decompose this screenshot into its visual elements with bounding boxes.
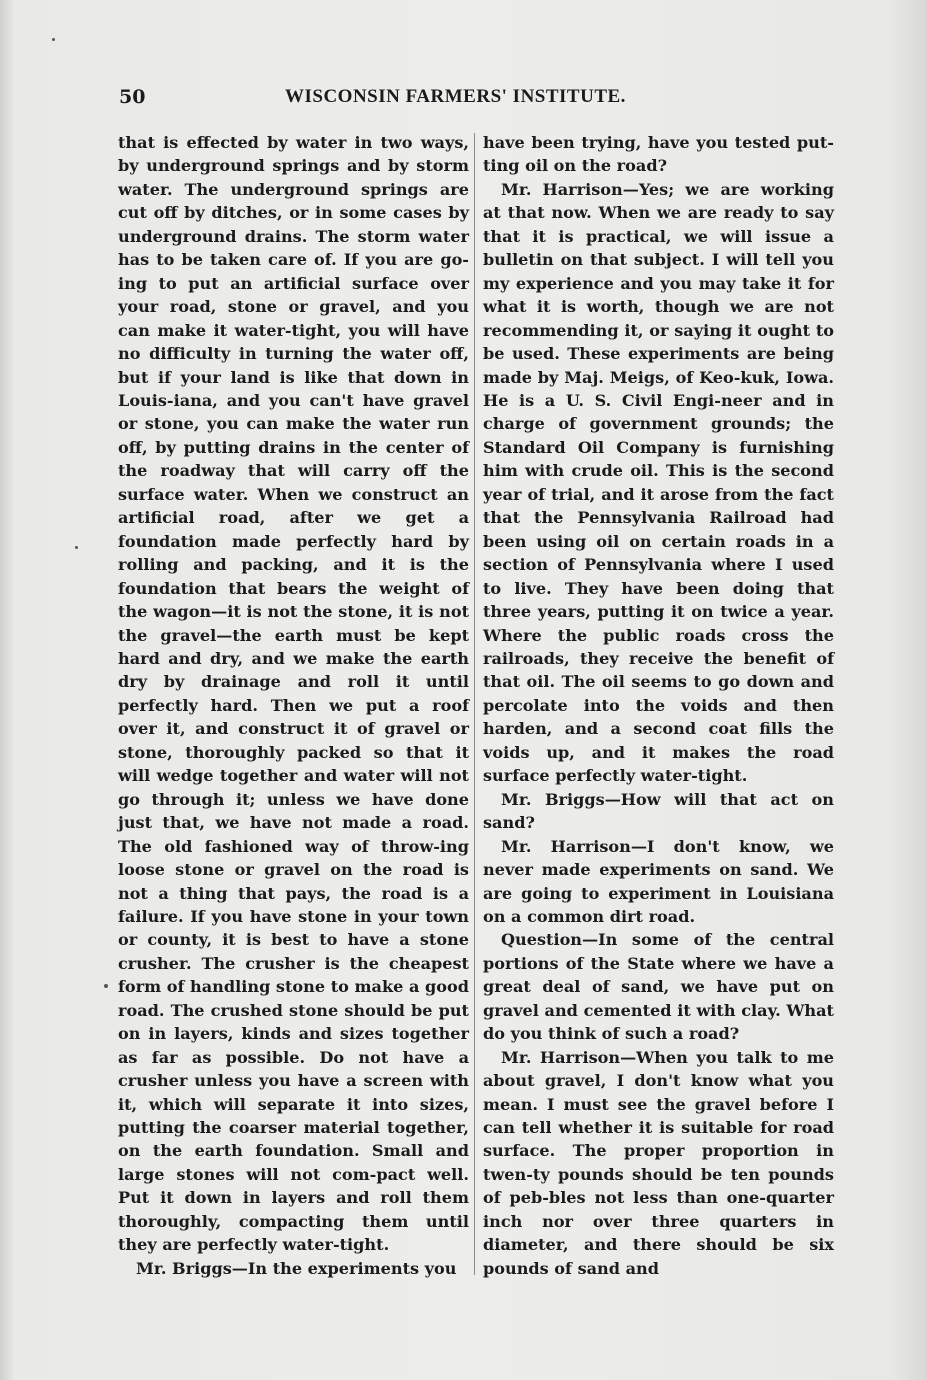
paragraph: Question—In some of the central portions of the State where we have a great deal of sand, we have put on gravel and cemented it with clay. What do you think of such a road? [483, 930, 834, 1044]
paragraph: Mr. Briggs—How will that act on sand? [483, 789, 834, 833]
paragraph: that is effected by water in two ways, by underground springs and by storm water. The underground springs are cut off by ditches, or in some cases by underground drains. The storm water has to be taken care of. If you are go-ing to put an artificial surface over your road, stone or gravel, and you can make it water-tight, you will have no difficulty in turning the water off, but if your land is like that down in Louis-iana, and you can't have gravel or stone, you can make the water run off, by putting drains in the center of the roadway that will carry off the surface water. When we construct an artificial road, after we get a foundation made perfectly hard by rolling and packing, and it is the foundation that bears the weight of the wagon—it is not the stone, it is not the gravel—the earth must be kept hard and dry, and we make the earth dry by drainage and roll it until perfectly hard. Then we put a roof over it, and construct it of gravel or stone, thoroughly packed so that it will wedge together and water will not go through it; unless we have done just that, we have not made a road. The old fashioned way of throw-ing loose stone or gravel on the road is not a thing that pays, the road is a failure. If you have stone in your town or county, it is best to have a stone crusher. The crusher is the cheapest form of handling stone to make a good road. The crushed stone should be put on in layers, kinds and sizes together as far as possible. Do not have a crusher unless you have a screen with it, which will separate it into sizes, putting the coarser material together, on the earth foundation. Small and large stones will not com-pact well. Put it down in layers and roll them thoroughly, compacting them until they are perfectly water-tight. [118, 133, 469, 1255]
dust-speck [75, 546, 78, 549]
page-number: 50 [119, 86, 146, 108]
dust-speck [52, 38, 55, 41]
left-column [118, 131, 469, 1280]
paragraph: Mr. Harrison—When you talk to me about gravel, I don't know what you mean. I must see the gravel before I can tell whether it is suitable for road surface. The proper proportion in twen-ty pounds should be ten pounds of peb-bles not less than one-quarter inch nor over three quarters in diameter, and there should be six pounds of sand and [483, 1047, 834, 1278]
paragraph: Mr. Harrison—Yes; we are working at that now. When we are ready to say that it is practical, we will issue a bulletin on that subject. I will tell you my experience and you may take it for what it is worth, though we are not recommending it, or saying it ought to be used. These experiments are being made by Maj. Meigs, of Keo-kuk, Iowa. He is a U. S. Civil Engi-neer and in charge of government grounds; the Standard Oil Company is furnishing him with crude oil. This is the second year of trial, and it arose from the fact that the Pennsylvania Railroad had been using oil on certain roads in a section of Pennsylvania where I used to live. They have been doing that three years, putting it on twice a year. Where the public roads cross the railroads, they receive the benefit of that oil. The oil seems to go down and percolate into the voids and then harden, and a second coat fills the voids up, and it makes the road surface perfectly water-tight. [483, 179, 834, 786]
paragraph: have been trying, have you tested put-ting oil on the road? [483, 133, 834, 176]
dust-speck [104, 984, 108, 988]
paragraph: Mr. Briggs—In the experiments you [136, 1258, 457, 1278]
right-column [483, 131, 834, 1280]
column-divider [474, 133, 475, 1275]
running-head: WISCONSIN FARMERS' INSTITUTE. [285, 86, 626, 107]
paragraph: Mr. Harrison—I don't know, we never made experiments on sand. We are going to experiment in Louisiana on a common dirt road. [483, 836, 834, 926]
